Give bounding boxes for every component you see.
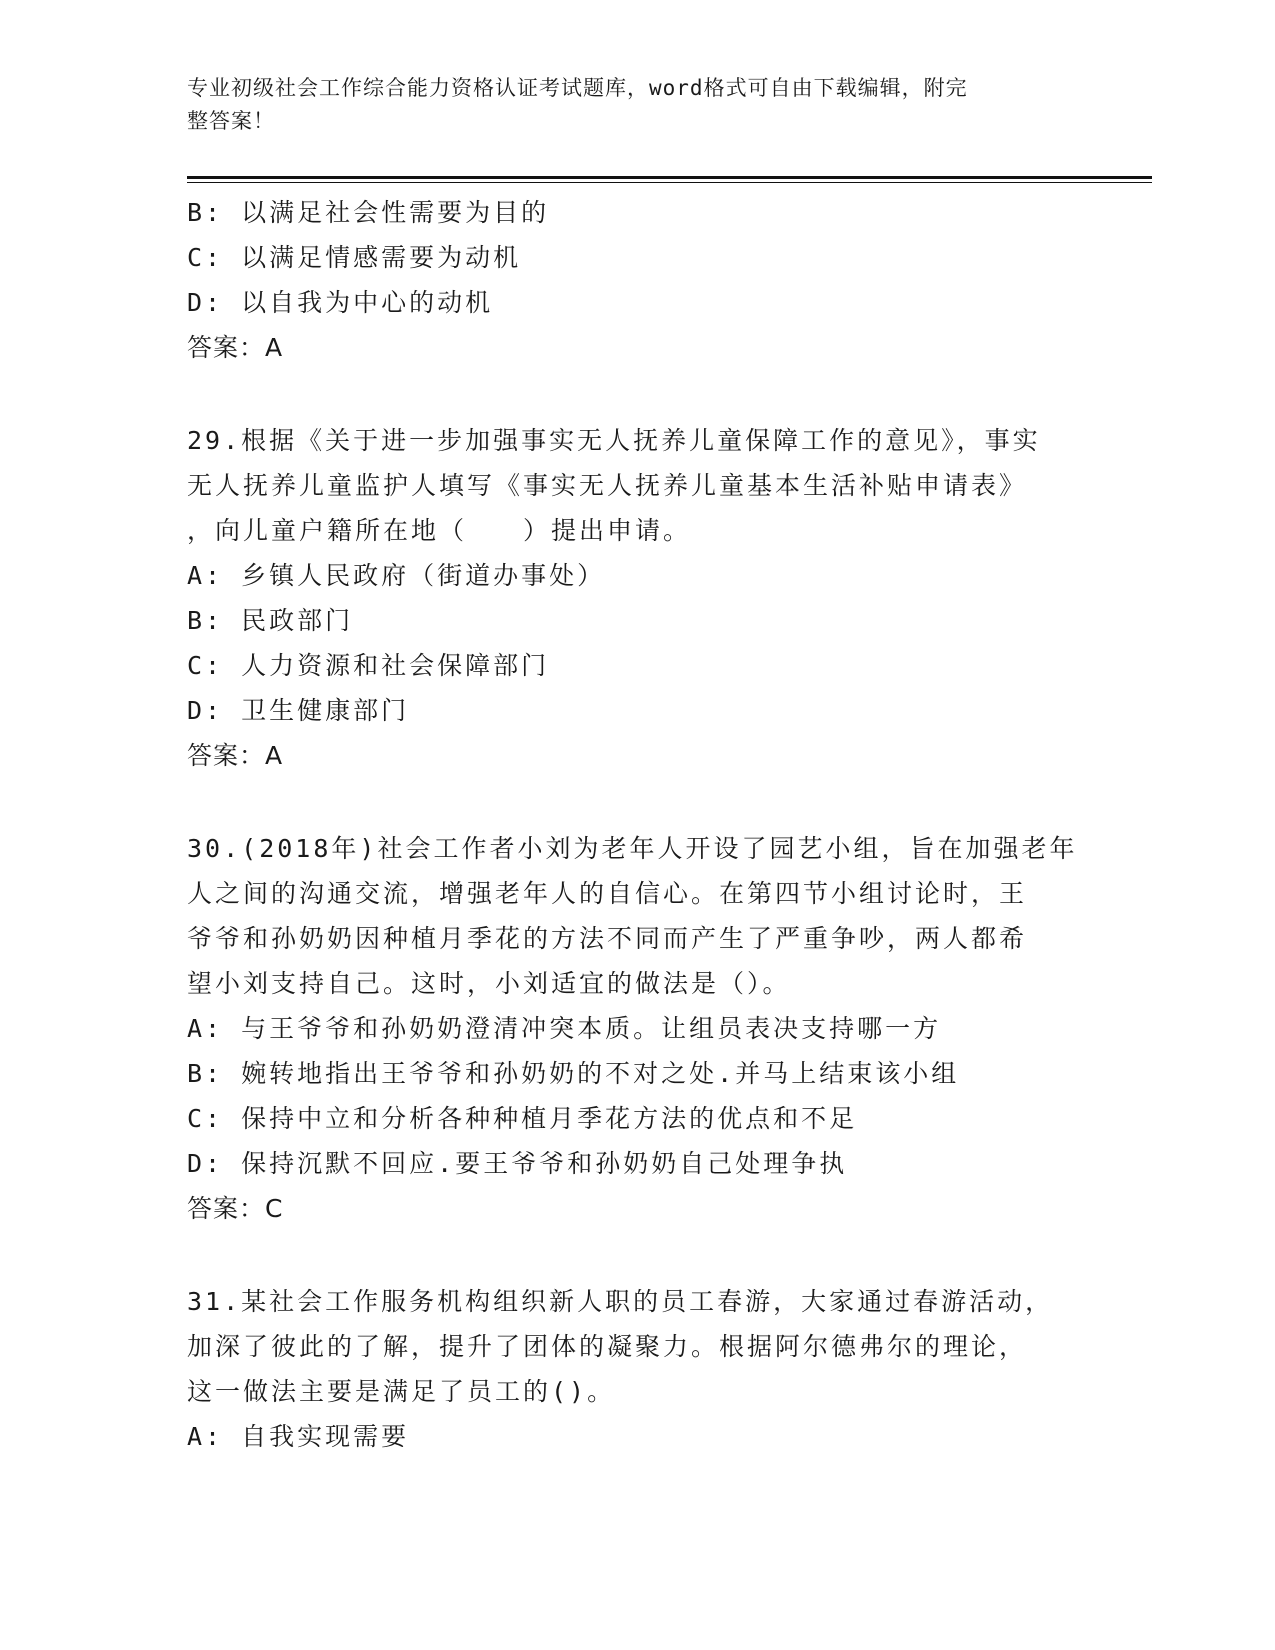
question-30 <box>187 826 1127 1231</box>
option-a: A: 自我实现需要 <box>187 1422 410 1451</box>
header-rule-thick <box>187 176 1152 179</box>
question-stem-line: 人之间的沟通交流，增强老年人的自信心。在第四节小组讨论时，王 <box>187 879 1028 908</box>
option-b: B: 婉转地指出王爷爷和孙奶奶的不对之处.并马上结束该小组 <box>187 1059 960 1088</box>
question-29 <box>187 418 1127 778</box>
question-stem-line: 加深了彼此的了解，提升了团体的凝聚力。根据阿尔德弗尔的理论， <box>187 1332 1028 1361</box>
header-line-1: 专业初级社会工作综合能力资格认证考试题库，word格式可自由下载编辑，附完 <box>187 76 968 100</box>
option-a: A: 乡镇人民政府（街道办事处） <box>187 561 606 590</box>
option-a: A: 与王爷爷和孙奶奶澄清冲突本质。让组员表决支持哪一方 <box>187 1014 942 1043</box>
header-line-2: 整答案！ <box>187 109 275 133</box>
question-31 <box>187 1279 1127 1459</box>
option-c: C: 以满足情感需要为动机 <box>187 243 522 272</box>
question-stem-line: 这一做法主要是满足了员工的()。 <box>187 1377 616 1406</box>
option-b: B: 以满足社会性需要为目的 <box>187 198 550 227</box>
page-header <box>187 72 1087 138</box>
option-b: B: 民政部门 <box>187 606 354 635</box>
answer-line: 答案：C <box>187 1194 284 1223</box>
question-stem-line: 爷爷和孙奶奶因种植月季花的方法不同而产生了严重争吵，两人都希 <box>187 924 1028 953</box>
option-c: C: 保持中立和分析各种种植月季花方法的优点和不足 <box>187 1104 858 1133</box>
question-stem-line: 31.某社会工作服务机构组织新人职的员工春游，大家通过春游活动， <box>187 1287 1054 1316</box>
question-stem-line: 无人抚养儿童监护人填写《事实无人抚养儿童基本生活补贴申请表》 <box>187 471 1028 500</box>
question-content <box>187 190 1127 1459</box>
question-stem-line: ，向儿童户籍所在地（ ）提出申请。 <box>187 516 692 545</box>
question-stem-line: 30.(2018年)社会工作者小刘为老年人开设了园艺小组，旨在加强老年 <box>187 834 1078 863</box>
option-d: D: 卫生健康部门 <box>187 696 410 725</box>
answer-line: 答案：A <box>187 741 284 770</box>
header-rule-thin <box>187 182 1152 183</box>
option-d: D: 以自我为中心的动机 <box>187 288 494 317</box>
answer-line: 答案：A <box>187 333 284 362</box>
option-c: C: 人力资源和社会保障部门 <box>187 651 550 680</box>
option-d: D: 保持沉默不回应.要王爷爷和孙奶奶自己处理争执 <box>187 1149 848 1178</box>
question-stem-line: 29.根据《关于进一步加强事实无人抚养儿童保障工作的意见》，事实 <box>187 426 1041 455</box>
prev-question-block <box>187 190 1127 370</box>
question-stem-line: 望小刘支持自己。这时，小刘适宜的做法是（）。 <box>187 969 791 998</box>
